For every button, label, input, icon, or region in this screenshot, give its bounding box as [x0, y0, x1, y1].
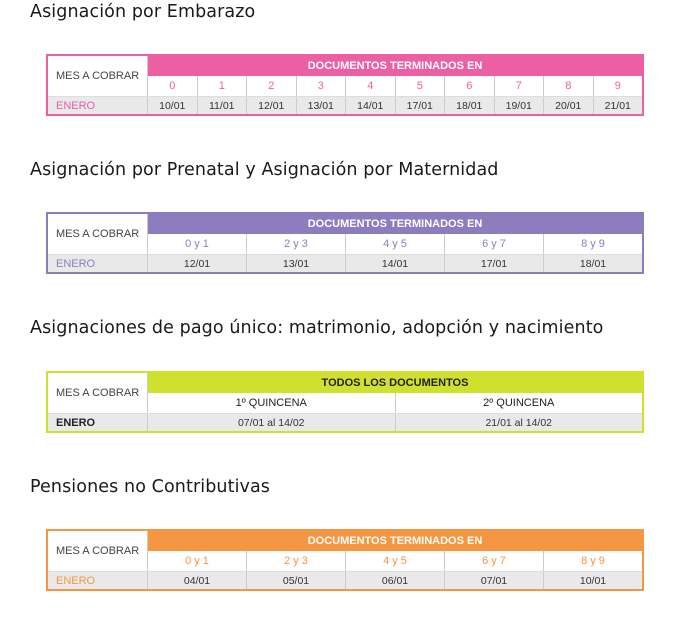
date-cells — [148, 97, 642, 114]
column-header: 4 y 5 — [346, 234, 445, 254]
date-cell: 14/01 — [346, 255, 445, 272]
column-header: 6 y 7 — [445, 551, 544, 571]
column-header: 4 — [346, 76, 396, 96]
date-cell: 18/01 — [445, 97, 495, 114]
column-header: 0 — [148, 76, 198, 96]
section-title: Asignación por Prenatal y Asignación por Maternidad — [30, 160, 499, 180]
payment-table — [46, 529, 644, 591]
column-header: 0 y 1 — [148, 551, 247, 571]
column-header: 3 — [297, 76, 347, 96]
month-label: ENERO — [48, 97, 148, 114]
date-cell: 04/01 — [148, 572, 247, 589]
date-cell: 18/01 — [579, 257, 607, 270]
mes-label: MES A COBRAR — [48, 373, 148, 413]
date-cell: 12/01 — [247, 97, 297, 114]
column-header: 1 — [198, 76, 248, 96]
payment-table — [46, 54, 644, 116]
month-label: ENERO — [48, 255, 148, 272]
date-cell: 13/01 — [247, 255, 346, 272]
date-cell: 21/01 al 14/02 — [485, 416, 553, 429]
month-label: ENERO — [48, 572, 148, 589]
month-label: ENERO — [48, 414, 148, 431]
column-header: 6 — [445, 76, 495, 96]
date-cell: 11/01 — [198, 97, 248, 114]
column-header: 9 — [614, 80, 621, 92]
column-header: 2 — [247, 76, 297, 96]
date-cell: 06/01 — [346, 572, 445, 589]
column-header: 8 — [544, 76, 594, 96]
section-title: Asignación por Embarazo — [30, 2, 256, 22]
column-header: 0 y 1 — [148, 234, 247, 254]
column-headers — [148, 551, 642, 571]
date-cells — [148, 572, 642, 589]
payment-table — [46, 371, 644, 433]
date-cell: 19/01 — [495, 97, 545, 114]
section-title: Pensiones no Contributivas — [30, 477, 271, 497]
date-cell: 21/01 — [604, 99, 631, 112]
date-cell: 14/01 — [346, 97, 396, 114]
column-header: 8 y 9 — [581, 238, 605, 250]
date-cell: 10/01 — [148, 97, 198, 114]
column-header: 5 — [396, 76, 446, 96]
column-header: 2 y 3 — [247, 234, 346, 254]
date-cells — [148, 255, 642, 272]
date-cell: 10/01 — [579, 574, 607, 587]
date-cell: 07/01 al 14/02 — [148, 414, 396, 431]
column-header: 7 — [495, 76, 545, 96]
column-header: 6 y 7 — [445, 234, 544, 254]
table-header: TODOS LOS DOCUMENTOS — [148, 373, 642, 393]
table-header: DOCUMENTOS TERMINADOS EN — [148, 214, 642, 234]
column-headers — [148, 76, 642, 96]
column-header: 8 y 9 — [581, 555, 605, 567]
date-cell: 07/01 — [445, 572, 544, 589]
date-cell: 13/01 — [297, 97, 347, 114]
date-cells — [148, 414, 642, 431]
date-cell: 17/01 — [445, 255, 544, 272]
date-cell: 05/01 — [247, 572, 346, 589]
date-cell: 17/01 — [396, 97, 446, 114]
column-header: 1º QUINCENA — [148, 393, 396, 413]
date-cell: 12/01 — [148, 255, 247, 272]
column-header: 2 y 3 — [247, 551, 346, 571]
section-title: Asignaciones de pago único: matrimonio, adopción y nacimiento — [30, 318, 604, 338]
column-headers — [148, 234, 642, 254]
table-header: DOCUMENTOS TERMINADOS EN — [148, 531, 642, 551]
mes-label: MES A COBRAR — [48, 531, 148, 571]
column-header: 4 y 5 — [346, 551, 445, 571]
date-cell: 20/01 — [544, 97, 594, 114]
column-headers — [148, 393, 642, 413]
mes-label: MES A COBRAR — [48, 214, 148, 254]
table-header: DOCUMENTOS TERMINADOS EN — [148, 56, 642, 76]
mes-label: MES A COBRAR — [48, 56, 148, 96]
column-header: 2º QUINCENA — [483, 397, 555, 409]
payment-table — [46, 212, 644, 274]
